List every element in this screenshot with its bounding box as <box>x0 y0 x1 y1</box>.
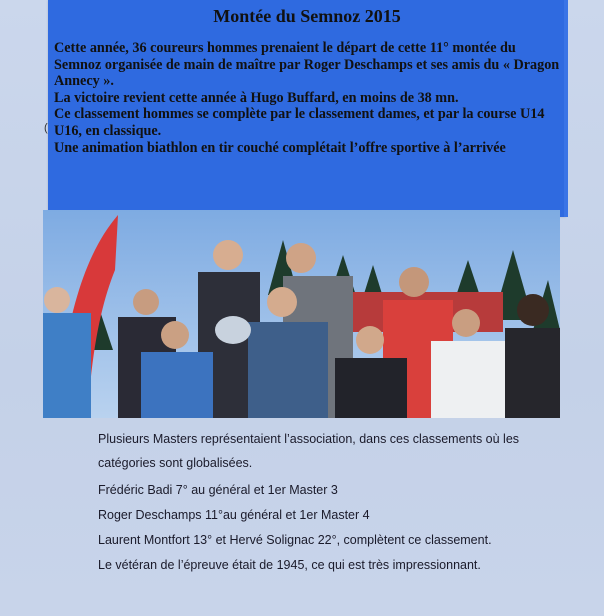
caption-line: Frédéric Badi 7° au général et 1er Master 3 <box>98 483 338 497</box>
article-intro <box>54 40 564 156</box>
caption-line: Le vétéran de l’épreuve était de 1945, ce qui est très impressionnant. <box>98 558 481 572</box>
article-title: Montée du Semnoz 2015 <box>213 6 401 26</box>
caption-line: Roger Deschamps 11°au général et 1er Master 4 <box>98 508 370 522</box>
photo-captions <box>98 427 568 575</box>
intro-paragraph: Une animation biathlon en tir couché complétait l’offre sportive à l’arrivée <box>54 139 506 156</box>
caption-line: Laurent Montfort 13° et Hervé Solignac 22°, complètent ce classement. <box>98 533 492 547</box>
header-edge <box>564 0 568 217</box>
podium-photo <box>43 210 560 418</box>
caption-line: Plusieurs Masters représentaient l’association, dans ces classements où les catégories sont globalisées. <box>98 432 520 470</box>
trophy <box>215 316 251 344</box>
intro-paragraph: Cette année, 36 coureurs hommes prenaient le départ de cette 11° montée du Semnoz organisée de main de maître par Roger Deschamps et ses amis du « Dragon Annecy ». <box>54 40 560 90</box>
margin-mark: ( <box>44 122 48 134</box>
article-header-box <box>48 0 566 217</box>
intro-paragraph: La victoire revient cette année à Hugo Buffard, en moins de 38 mn. <box>54 89 459 106</box>
podium-photo-illustration <box>43 210 560 418</box>
intro-paragraph: Ce classement hommes se complète par le classement dames, et par la course U14 U16, en classique. <box>54 106 545 139</box>
